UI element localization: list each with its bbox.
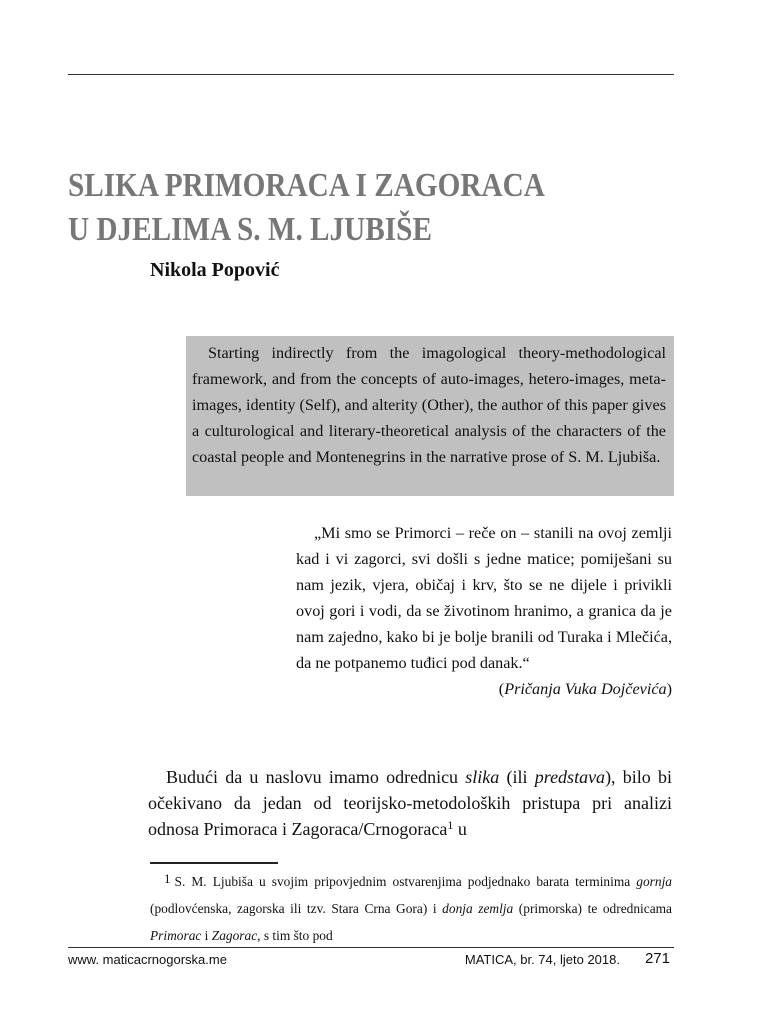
epigraph-source: (Pričanja Vuka Dojčevića) <box>498 680 672 698</box>
footnote-reference[interactable]: 1 <box>447 818 454 832</box>
footer-journal: MATICA, br. 74, ljeto 2018. <box>464 952 620 967</box>
abstract-text: Starting indirectly from the imagological theory-methodological framework, and from the concepts of auto-images, hetero-images, meta-images, identity (Self), and alterity (Other), the author of this paper gives a culturological and literary-theoretical analysis of the characters of the coastal people and Montenegrins in the narrative prose of S. M. Ljubiša. <box>192 344 666 466</box>
footnote-text: $^1$ S. M. Ljubiša u svojim pripovjednim ostvarenjima podjednako barata terminima gornja (podlovćenska, zagorska ili tzv. Stara Crna Gora) i donja zemlja (primorska) te odrednicama Primorac i Zagorac, s tim što pod <box>150 871 672 943</box>
footer-website[interactable]: www. maticacrnogorska.me <box>68 952 227 967</box>
page-footer <box>68 951 674 969</box>
article-title <box>68 164 545 252</box>
footnote <box>150 868 672 949</box>
body-text <box>148 764 672 842</box>
footnote-number: 1 <box>164 871 171 886</box>
abstract-box <box>186 336 674 496</box>
body-paragraph: Budući da u naslovu imamo odrednicu slika (ili predstava), bilo bi očekivano da jedan od teorijsko-metodoloških pristupa pri analizi odnosa Primoraca i Zagoraca/Crnogoraca$^1$ u <box>148 767 673 839</box>
page-number: 271 <box>644 950 670 967</box>
epigraph <box>296 520 672 702</box>
title-line-2: U DJELIMA S. M. LJUBIŠE <box>68 211 432 248</box>
footer-rule <box>68 947 674 948</box>
title-line-1: SLIKA PRIMORACA I ZAGORACA <box>68 167 545 204</box>
epigraph-source-title: Pričanja Vuka Dojčevića <box>504 680 667 698</box>
epigraph-quote: „Mi smo se Primorci – reče on – stanili na ovoj zemlji kad i vi zagorci, svi došli s jedne matice; pomiješani su nam jezik, vjera, običaj i krv, što se ne dijele i privikli ovoj gori i vodi, da se životinom hranimo, a granica da je nam zajedno, kako bi je bolje branili od Turaka i Mlečića, da ne potpanemo tuđici pod danak.“ <box>296 524 672 672</box>
header-rule <box>68 74 674 75</box>
author-name: Nikola Popović <box>150 259 280 281</box>
footnote-rule <box>150 862 278 864</box>
